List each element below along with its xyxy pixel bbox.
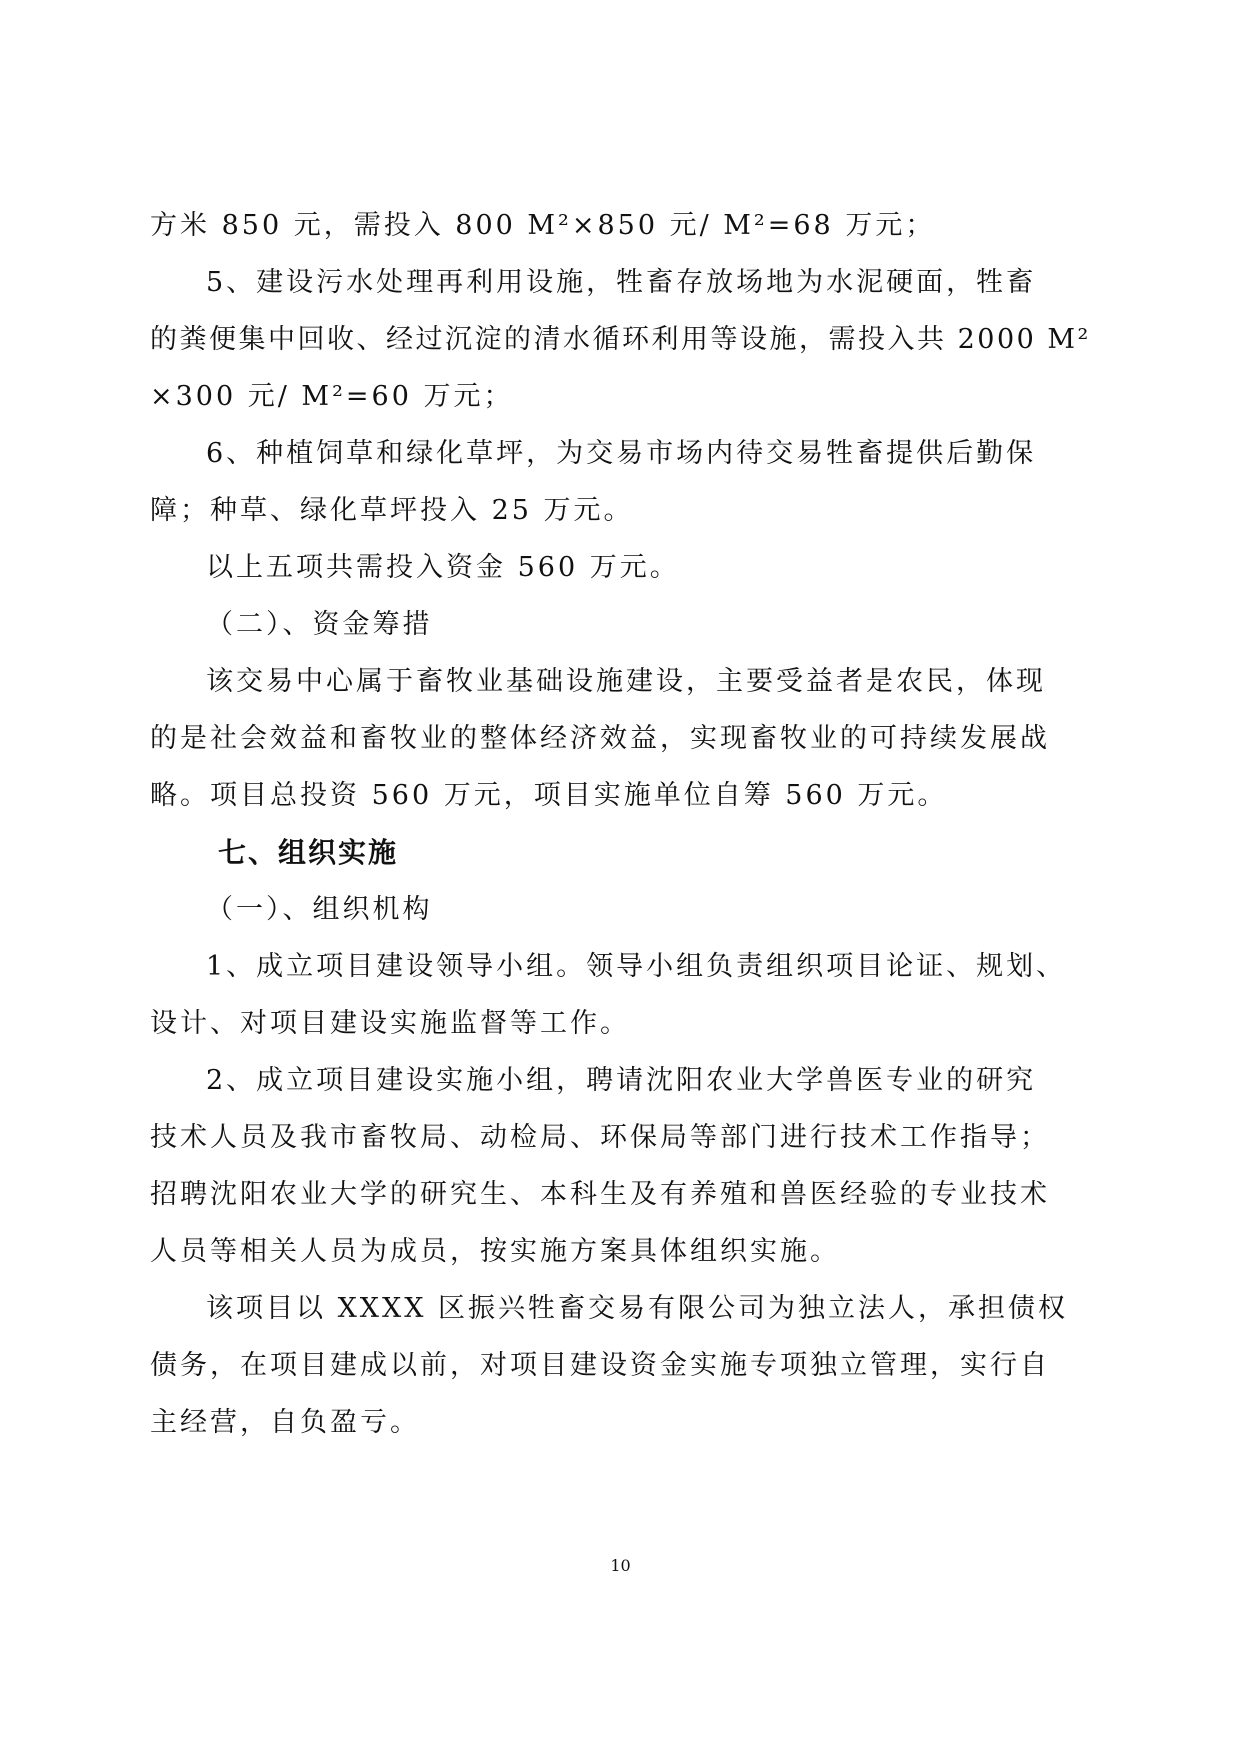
text-line: 1、成立项目建设领导小组。领导小组负责组织项目论证、规划、 <box>206 951 1067 982</box>
text-line: 招聘沈阳农业大学的研究生、本科生及有养殖和兽医经验的专业技术 <box>150 1179 1050 1210</box>
text-line: 的是社会效益和畜牧业的整体经济效益，实现畜牧业的可持续发展战 <box>150 723 1050 754</box>
text-line: 债务，在项目建成以前，对项目建设资金实施专项独立管理，实行自 <box>150 1350 1050 1381</box>
text-line: （二）、资金筹措 <box>206 609 433 640</box>
text-line: 该项目以 XXXX 区振兴牲畜交易有限公司为独立法人，承担债权 <box>206 1293 1069 1324</box>
text-line: 方米 850 元，需投入 800 M²×850 元/ M²=68 万元； <box>150 210 936 241</box>
text-line: 设计、对项目建设实施监督等工作。 <box>150 1008 630 1039</box>
text-line: 的粪便集中回收、经过沉淀的清水循环利用等设施，需投入共 2000 M² <box>150 324 1091 355</box>
page-number: 10 <box>610 1556 631 1575</box>
text-line: 5、建设污水处理再利用设施，牲畜存放场地为水泥硬面，牲畜 <box>206 267 1037 298</box>
text-line: 技术人员及我市畜牧局、动检局、环保局等部门进行技术工作指导； <box>150 1122 1050 1153</box>
text-line: 略。项目总投资 560 万元，项目实施单位自筹 560 万元。 <box>150 780 948 811</box>
text-line: 该交易中心属于畜牧业基础设施建设，主要受益者是农民，体现 <box>206 666 1046 697</box>
text-line: 主经营，自负盈亏。 <box>150 1407 420 1438</box>
text-line: 障；种草、绿化草坪投入 25 万元。 <box>150 495 634 526</box>
text-line: （一）、组织机构 <box>206 894 433 925</box>
text-line: 人员等相关人员为成员，按实施方案具体组织实施。 <box>150 1236 840 1267</box>
text-line: ×300 元/ M²=60 万元； <box>150 381 514 412</box>
text-line: 6、种植饲草和绿化草坪，为交易市场内待交易牲畜提供后勤保 <box>206 438 1037 469</box>
text-line: 以上五项共需投入资金 560 万元。 <box>206 552 680 583</box>
section-heading: 七、组织实施 <box>218 836 399 869</box>
text-line: 2、成立项目建设实施小组，聘请沈阳农业大学兽医专业的研究 <box>206 1065 1037 1096</box>
